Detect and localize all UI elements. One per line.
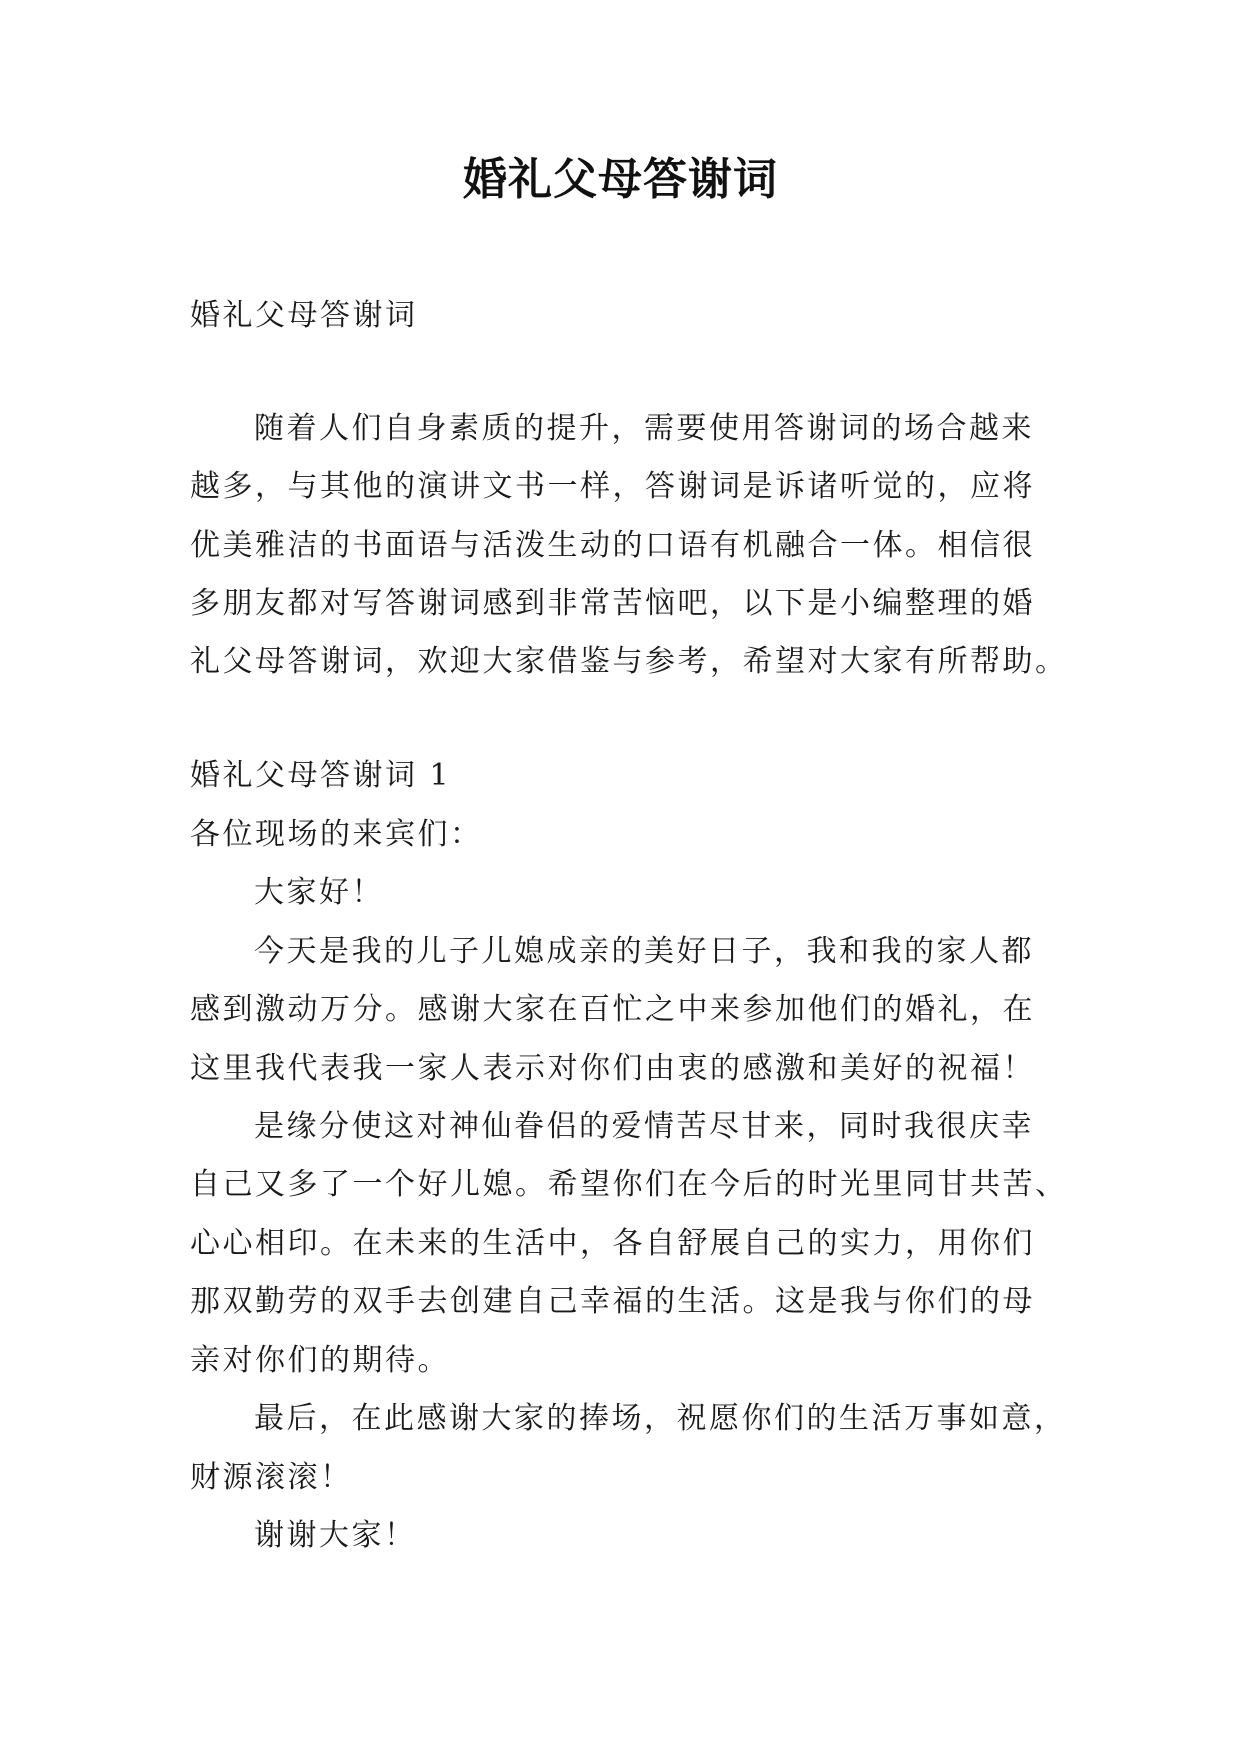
paragraph-line: 心心相印。在未来的生活中，各自舒展自己的实力，用你们: [190, 1226, 1035, 1261]
paragraph-line: 随着人们自身素质的提升，需要使用答谢词的场合越来: [254, 411, 1034, 446]
paragraph-line: 越多，与其他的演讲文书一样，答谢词是诉诸听觉的，应将: [190, 469, 1035, 504]
subtitle: 婚礼父母答谢词: [190, 298, 418, 333]
greeting: 大家好！: [254, 875, 384, 910]
paragraph-line: 财源滚滚！: [190, 1460, 353, 1495]
section-heading: 婚礼父母答谢词 1: [190, 758, 452, 793]
paragraph-line: 自己又多了一个好儿媳。希望你们在今后的时光里同甘共苦、: [190, 1167, 1068, 1202]
paragraph-line: 这里我代表我一家人表示对你们由衷的感激和美好的祝福！: [190, 1051, 1035, 1086]
salutation: 各位现场的来宾们：: [190, 817, 483, 852]
paragraph-line: 多朋友都对写答谢词感到非常苦恼吧，以下是小编整理的婚: [190, 586, 1035, 621]
paragraph-line: 那双勤劳的双手去创建自己幸福的生活。这是我与你们的母: [190, 1284, 1035, 1319]
paragraph-line: 优美雅洁的书面语与活泼生动的口语有机融合一体。相信很: [190, 528, 1035, 563]
paragraph-line: 礼父母答谢词，欢迎大家借鉴与参考，希望对大家有所帮助。: [190, 644, 1068, 679]
paragraph-line: 今天是我的儿子儿媳成亲的美好日子，我和我的家人都: [254, 934, 1034, 969]
closing: 谢谢大家！: [254, 1518, 417, 1553]
paragraph-line: 亲对你们的期待。: [190, 1343, 450, 1378]
document-title: 婚礼父母答谢词: [463, 154, 778, 205]
paragraph-line: 最后，在此感谢大家的捧场，祝愿你们的生活万事如意，: [254, 1401, 1067, 1436]
paragraph-line: 是缘分使这对神仙眷侣的爱情苦尽甘来，同时我很庆幸: [254, 1109, 1034, 1144]
paragraph-line: 感到激动万分。感谢大家在百忙之中来参加他们的婚礼，在: [190, 992, 1035, 1027]
